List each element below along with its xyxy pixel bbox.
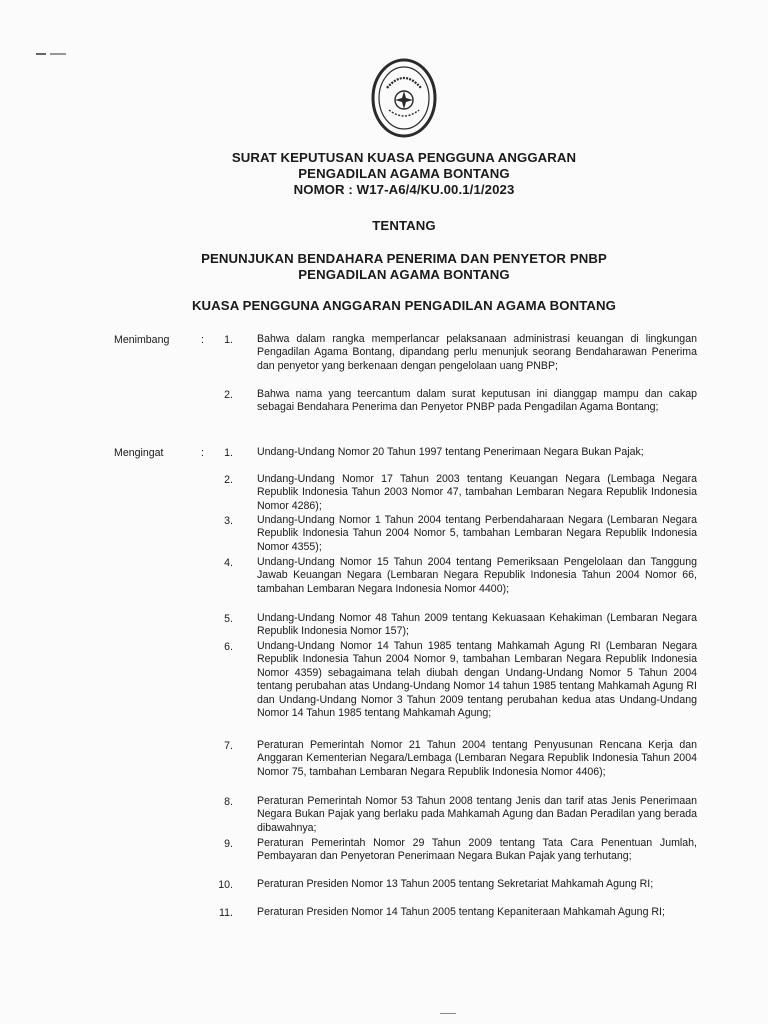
kpa-heading: KUASA PENGGUNA ANGGARAN PENGADILAN AGAMA BONTANG — [191, 298, 617, 313]
decree-number: NOMOR : W17-A6/4/KU.00.1/1/2023 — [293, 182, 515, 197]
mengingat-item-number: 1. — [224, 447, 233, 459]
mengingat-item-number: 6. — [224, 641, 233, 653]
mengingat-item-text: Undang-Undang Nomor 17 Tahun 2003 tentang Keuangan Negara (Lembaga Negara Republik Indonesia Tahun 2003 Nomor 47, tambahan Lembaran Negara Republik Indonesia Nomor 4286); — [257, 473, 697, 512]
mengingat-item-text: Undang-Undang Nomor 20 Tahun 1997 tentang Penerimaan Negara Bukan Pajak; — [257, 446, 644, 458]
mengingat-item-text: Peraturan Pemerintah Nomor 21 Tahun 2004 tentang Penyusunan Rencana Kerja dan Anggaran Kementerian Negara/Lembaga (Lembaran Negara Republik Indonesia Tahun 2004 Nomor 75, tambahan Lembaran Negara Republik Indonesia Nomor 4406); — [257, 739, 697, 778]
menimbang-item-text: Bahwa nama yang teercantum dalam surat keputusan ini dianggap mampu dan cakap sebagai Bendahara Penerima dan Penyetor PNBP pada Pengadilan Agama Bontang; — [257, 388, 697, 414]
tentang-heading: TENTANG — [372, 218, 436, 233]
mengingat-item-text: Peraturan Pemerintah Nomor 53 Tahun 2008 tentang Jenis dan tarif atas Jenis Penerimaan Negara Bukan Pajak yang berlaku pada Mahkamah Agung dan Badan Peradilan yang berada dibawahnya; — [257, 795, 697, 834]
mengingat-item-text: Undang-Undang Nomor 48 Tahun 2009 tentang Kekuasaan Kehakiman (Lembaran Negara Republik Indonesia Nomor 157); — [257, 612, 697, 638]
mengingat-item-number: 11. — [219, 907, 233, 919]
court-seal-logo — [371, 58, 437, 138]
mengingat-item-text: Peraturan Presiden Nomor 14 Tahun 2005 tentang Kepaniteraan Mahkamah Agung RI; — [257, 906, 665, 918]
subject-line-1: PENUNJUKAN BENDAHARA PENERIMA DAN PENYETOR PNBP — [201, 251, 607, 266]
mengingat-item-number: 9. — [224, 838, 233, 850]
mengingat-item-text: Peraturan Presiden Nomor 13 Tahun 2005 tentang Sekretariat Mahkamah Agung RI; — [257, 878, 654, 890]
mengingat-colon: : — [201, 447, 204, 459]
menimbang-colon: : — [201, 334, 204, 346]
mengingat-item-text: Peraturan Pemerintah Nomor 29 Tahun 2009 tentang Tata Cara Penentuan Jumlah, Pembayaran dan Penyetoran Penerimaan Negara Bukan Pajak yang terhutang; — [257, 837, 697, 863]
mengingat-item-text: Undang-Undang Nomor 14 Tahun 1985 tentang Mahkamah Agung RI (Lembaran Negara Republik Indonesia Tahun 2004 Nomor 9, tambahan Lembaran Negara Republik Indonesia Nomor 4359) sebagaimana telah diubah dengan Undang-Undang Nomor 5 Tahun 2004 tentang perubahan atas Undang-Undang Nomor 14 tahun 1985 tentang Mahkamah Agung RI dan Undang-Undang Nomor 3 Tahun 2009 tentang perubahan kedua atas Undang-Undang Nomor 14 Tahun 1985 tentang Mahkamah Agung; — [257, 640, 697, 720]
mengingat-item-number: 2. — [224, 474, 233, 486]
mengingat-item-number: 10. — [218, 879, 233, 891]
mengingat-item-number: 7. — [224, 740, 233, 752]
decree-title-line-2: PENGADILAN AGAMA BONTANG — [298, 166, 510, 181]
mengingat-label: Mengingat — [114, 447, 164, 459]
menimbang-label: Menimbang — [114, 334, 170, 346]
mengingat-item-number: 3. — [224, 515, 233, 527]
mengingat-item-text: Undang-Undang Nomor 1 Tahun 2004 tentang Perbendaharaan Negara (Lembaran Negara Republik Indonesia Tahun 2004 Nomor 5, tambahan Lembaran Negara Republik Indonesia Nomor 4355); — [257, 514, 697, 553]
scan-mark — [440, 1012, 456, 1015]
mengingat-item-text: Undang-Undang Nomor 15 Tahun 2004 tentang Pemeriksaan Pengelolaan dan Tanggung Jawab Keuangan Negara (Lembaran Negara Republik Indonesia Tahun 2004 Nomor 66, tambahan Lembaran Negara Indonesia Nomor 4400); — [257, 556, 697, 595]
scan-mark — [36, 52, 74, 56]
mengingat-item-number: 5. — [224, 613, 233, 625]
menimbang-item-number: 2. — [224, 389, 233, 401]
decree-title-line-1: SURAT KEPUTUSAN KUASA PENGGUNA ANGGARAN — [231, 150, 577, 165]
menimbang-item-text: Bahwa dalam rangka memperlancar pelaksanaan administrasi keuangan di lingkungan Pengadilan Agama Bontang, dipandang perlu menunjuk seorang Bendaharawan Penerima dan penyetor yang berkenaan dengan pengelolaan uang PNBP; — [257, 333, 697, 372]
mengingat-item-number: 4. — [224, 557, 233, 569]
mengingat-item-number: 8. — [224, 796, 233, 808]
menimbang-item-number: 1. — [224, 334, 233, 346]
subject-line-2: PENGADILAN AGAMA BONTANG — [298, 267, 510, 282]
